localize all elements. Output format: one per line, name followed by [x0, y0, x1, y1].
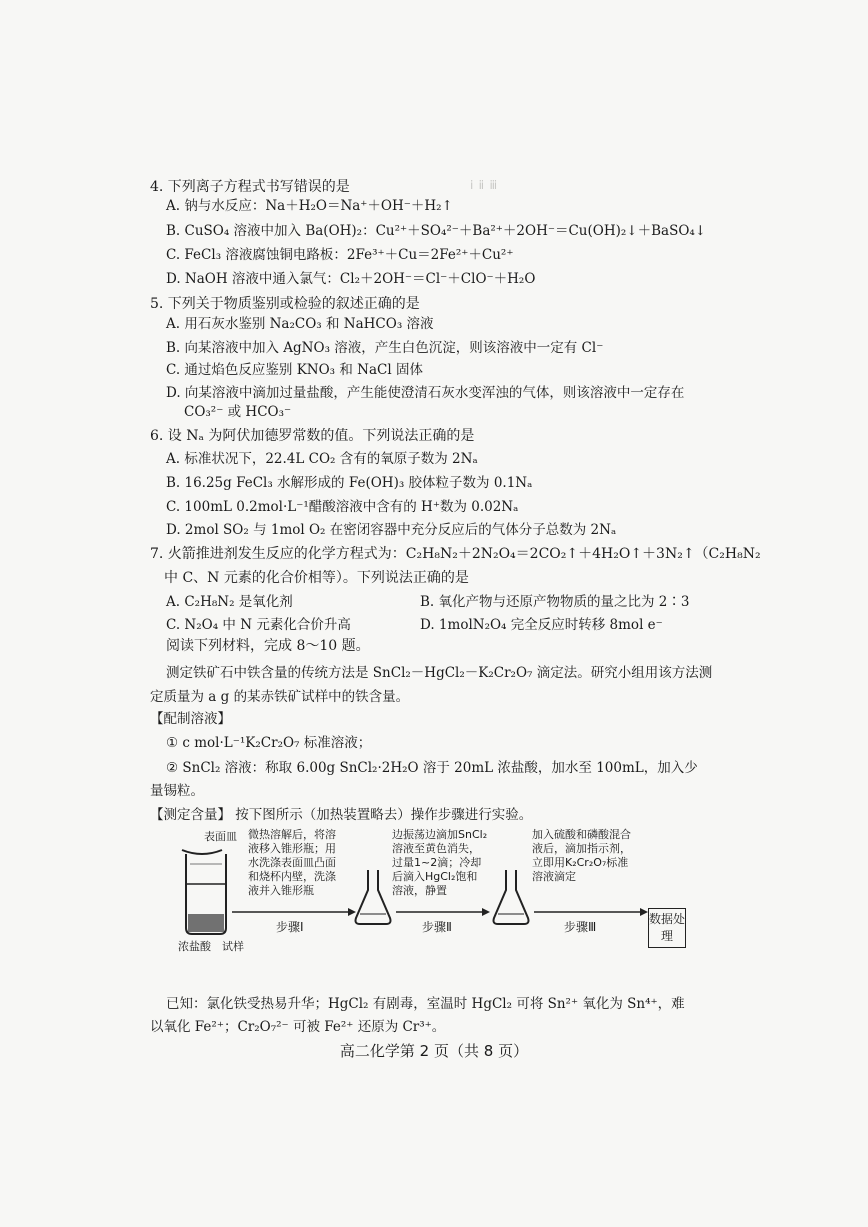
label-conc-hcl: 浓盐酸	[178, 940, 211, 953]
reading-paragraph-line2: 定质量为 a g 的某赤铁矿试样中的铁含量。	[150, 689, 410, 705]
q5-option-a: A. 用石灰水鉴别 Na₂CO₃ 和 NaHCO₃ 溶液	[166, 316, 434, 332]
q4-option-d: D. NaOH 溶液中通入氯气：Cl₂＋2OH⁻＝Cl⁻＋ClO⁻＋H₂O	[166, 271, 536, 287]
note-line2: 以氧化 Fe²⁺；Cr₂O₇²⁻ 可被 Fe²⁺ 还原为 Cr³⁺。	[150, 1019, 446, 1035]
step2-description: 边振荡边滴加SnCl₂溶液至黄色消失，过量1~2滴；冷却后滴入HgCl₂饱和溶液，静置	[392, 828, 488, 897]
q6-stem: 6. 设 Nₐ 为阿伏加德罗常数的值。下列说法正确的是	[150, 428, 475, 444]
measure-heading: 【测定含量】 按下图所示（加热装置略去）操作步骤进行实验。	[150, 807, 533, 823]
step2-label: 步骤Ⅱ	[422, 920, 452, 934]
prep-item-2-line1: ② SnCl₂ 溶液：称取 6.00g SnCl₂·2H₂O 溶于 20mL 浓盐酸，加水至 100mL，加入少	[166, 760, 698, 776]
reading-paragraph-line1: 测定铁矿石中铁含量的传统方法是 SnCl₂－HgCl₂－K₂Cr₂O₇ 滴定法。研究小组用该方法测	[166, 665, 713, 681]
q7-stem-line2: 中 C、N 元素的化合价相等）。下列说法正确的是	[164, 570, 469, 586]
sample-solid	[188, 914, 224, 932]
flask-1-shape	[356, 870, 391, 924]
label-sample: 试样	[222, 940, 244, 953]
q5-option-b: B. 向某溶液中加入 AgNO₃ 溶液，产生白色沉淀，则该溶液中一定有 Cl⁻	[166, 340, 604, 356]
arrow-head-step-3	[640, 908, 648, 916]
prep-item-2-line2: 量锡粒。	[150, 783, 204, 799]
watch-glass-shape	[182, 850, 222, 854]
q5-option-c: C. 通过焰色反应鉴别 KNO₃ 和 NaCl 固体	[166, 362, 423, 378]
q7-option-b: B. 氧化产物与还原产物物质的量之比为 2∶3	[420, 594, 690, 610]
q4-option-b: B. CuSO₄ 溶液中加入 Ba(OH)₂：Cu²⁺＋SO₄²⁻＋Ba²⁺＋2OH⁻＝Cu(OH)₂↓＋BaSO₄↓	[166, 223, 707, 239]
q5-option-d-line2: CO₃²⁻ 或 HCO₃⁻	[184, 404, 292, 420]
q6-option-b: B. 16.25g FeCl₃ 水解形成的 Fe(OH)₃ 胶体粒子数为 0.1Nₐ	[166, 475, 533, 491]
step1-description: 微热溶解后，将溶液移入锥形瓶；用水洗涤表面皿凸面和烧杯内壁，洗涤液并入锥形瓶	[248, 828, 336, 897]
prep-heading: 【配制溶液】	[150, 711, 231, 727]
q5-stem: 5. 下列关于物质鉴别或检验的叙述正确的是	[150, 296, 420, 312]
prep-item-1: ① c mol·L⁻¹K₂Cr₂O₇ 标准溶液；	[166, 735, 372, 751]
q7-option-c: C. N₂O₄ 中 N 元素化合价升高	[166, 617, 351, 633]
q6-option-a: A. 标准状况下，22.4L CO₂ 含有的氧原子数为 2Nₐ	[166, 451, 478, 467]
q4-stem: 4. 下列离子方程式书写错误的是	[150, 179, 350, 195]
data-processing-box: 数据处理	[648, 908, 686, 948]
page-footer: 高二化学第 2 页（共 8 页）	[339, 1042, 529, 1060]
flask-2-shape	[494, 870, 529, 924]
procedure-diagram	[160, 828, 686, 988]
label-watch-glass: 表面皿	[204, 830, 237, 843]
q7-option-d: D. 1molN₂O₄ 完全反应时转移 8mol e⁻	[420, 617, 663, 633]
reading-intro: 阅读下列材料，完成 8～10 题。	[166, 638, 370, 654]
q4-option-c: C. FeCl₃ 溶液腐蚀铜电路板：2Fe³⁺＋Cu＝2Fe²⁺＋Cu²⁺	[166, 247, 514, 263]
step3-description: 加入硫酸和磷酸混合液后，滴加指示剂，立即用K₂Cr₂O₇标准溶液滴定	[532, 828, 631, 883]
q7-option-a: A. C₂H₈N₂ 是氧化剂	[166, 594, 293, 610]
q7-stem-line1: 7. 火箭推进剂发生反应的化学方程式为：C₂H₈N₂＋2N₂O₄＝2CO₂↑＋4H₂O↑＋3N₂↑（C₂H₈N₂	[150, 546, 761, 562]
q6-option-c: C. 100mL 0.2mol·L⁻¹醋酸溶液中含有的 H⁺数为 0.02Nₐ	[166, 499, 519, 515]
q4-option-a: A. 钠与水反应：Na＋H₂O＝Na⁺＋OH⁻＋H₂↑	[166, 198, 453, 214]
step1-label: 步骤Ⅰ	[276, 920, 304, 934]
q5-option-d-line1: D. 向某溶液中滴加过量盐酸，产生能使澄清石灰水变浑浊的气体，则该溶液中一定存在	[166, 385, 685, 401]
arrow-head-step-1	[348, 908, 356, 916]
note-line1: 已知：氯化铁受热易升华；HgCl₂ 有剧毒，室温时 HgCl₂ 可将 Sn²⁺ 氧化为 Sn⁴⁺，难	[166, 996, 685, 1012]
arrow-head-step-2	[482, 908, 490, 916]
q6-option-d: D. 2mol SO₂ 与 1mol O₂ 在密闭容器中充分反应后的气体分子总数为 2Nₐ	[166, 522, 617, 538]
step3-label: 步骤Ⅲ	[564, 920, 597, 934]
bleed-through-text: ⅰ ⅱ ⅲ	[470, 178, 499, 192]
